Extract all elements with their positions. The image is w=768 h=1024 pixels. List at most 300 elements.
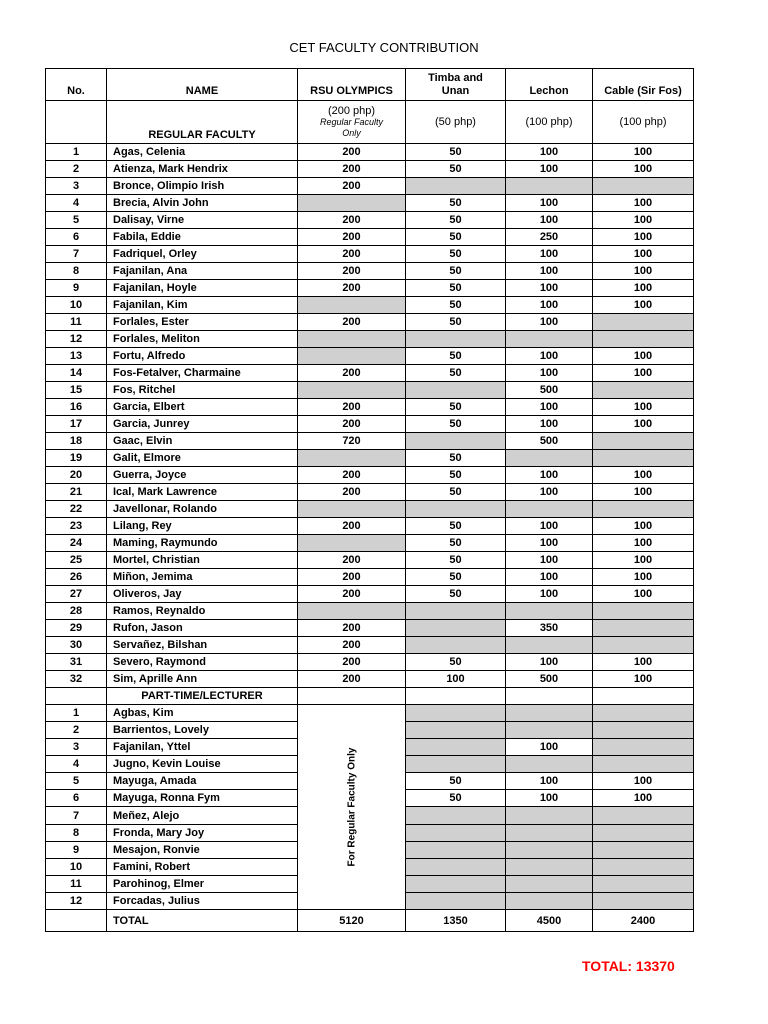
cable-amount: 100 (593, 671, 694, 688)
row-number: 8 (46, 824, 107, 841)
table-row (46, 620, 694, 637)
cable-amount: 100 (593, 416, 694, 433)
rsu-amount: 200 (298, 654, 406, 671)
cable-amount (593, 314, 694, 331)
cable-total: 2400 (593, 910, 694, 932)
faculty-name: Miñon, Jemima (107, 569, 298, 586)
timba-amount: 50 (406, 246, 506, 263)
cable-amount: 100 (593, 348, 694, 365)
cable-amount: 100 (593, 212, 694, 229)
for-regular-faculty-only-note (298, 705, 405, 909)
cable-amount (593, 807, 694, 824)
lechon-amount: 100 (506, 246, 593, 263)
section-lechon-cell (506, 688, 593, 705)
table-row (46, 297, 694, 314)
rsu-amount: 200 (298, 586, 406, 603)
cable-amount: 100 (593, 297, 694, 314)
rsu-amount (298, 195, 406, 212)
faculty-name: Rufon, Jason (107, 620, 298, 637)
rsu-amount (298, 348, 406, 365)
cable-amount (593, 892, 694, 909)
cable-amount (593, 756, 694, 773)
timba-amount (406, 739, 506, 756)
timba-amount: 50 (406, 399, 506, 416)
timba-amount: 50 (406, 552, 506, 569)
cable-amount (593, 637, 694, 654)
rsu-amount: 200 (298, 552, 406, 569)
cable-amount (593, 875, 694, 892)
faculty-name: Fortu, Alfredo (107, 348, 298, 365)
header-timba-and-unan: Timba and Unan (406, 69, 506, 101)
row-number: 4 (46, 756, 107, 773)
lechon-amount: 100 (506, 467, 593, 484)
cable-amount: 100 (593, 484, 694, 501)
faculty-name: Servañez, Bilshan (107, 637, 298, 654)
subheader-rsu-price: (200 php) (327, 105, 376, 117)
timba-amount: 50 (406, 280, 506, 297)
cable-amount: 100 (593, 280, 694, 297)
lecturer-name: Meñez, Alejo (107, 807, 298, 824)
row-number: 7 (46, 246, 107, 263)
rsu-amount: 200 (298, 620, 406, 637)
row-number: 10 (46, 858, 107, 875)
lecturer-name: Fajanilan, Yttel (107, 739, 298, 756)
lechon-amount: 100 (506, 314, 593, 331)
lechon-amount (506, 603, 593, 620)
table-row (46, 518, 694, 535)
rsu-amount: 200 (298, 314, 406, 331)
timba-amount: 50 (406, 450, 506, 467)
timba-amount (406, 620, 506, 637)
table-row (46, 161, 694, 178)
cable-amount: 100 (593, 263, 694, 280)
timba-amount: 100 (406, 671, 506, 688)
cable-amount (593, 501, 694, 518)
header-rsu-olympics: RSU OLYMPICS (298, 69, 406, 101)
table-row (46, 535, 694, 552)
row-number: 13 (46, 348, 107, 365)
lechon-amount: 100 (506, 790, 593, 807)
lechon-amount: 100 (506, 739, 593, 756)
row-number: 14 (46, 365, 107, 382)
table-row (46, 246, 694, 263)
row-number: 20 (46, 467, 107, 484)
rsu-amount: 720 (298, 433, 406, 450)
row-number: 3 (46, 739, 107, 756)
faculty-name: Ramos, Reynaldo (107, 603, 298, 620)
cable-amount (593, 824, 694, 841)
table-row (46, 195, 694, 212)
cable-amount: 100 (593, 654, 694, 671)
section-header-row (46, 688, 694, 705)
subheader-timba-price: (50 php) (406, 101, 506, 144)
table-row (46, 263, 694, 280)
table-row (46, 229, 694, 246)
lechon-amount: 100 (506, 348, 593, 365)
lecturer-name: Mayuga, Amada (107, 773, 298, 790)
lechon-amount: 100 (506, 654, 593, 671)
timba-amount: 50 (406, 586, 506, 603)
lechon-amount: 100 (506, 484, 593, 501)
subheader-regular-faculty: REGULAR FACULTY (107, 101, 298, 144)
row-number: 6 (46, 229, 107, 246)
lechon-amount: 500 (506, 382, 593, 399)
faculty-name: Fajanilan, Kim (107, 297, 298, 314)
timba-amount (406, 382, 506, 399)
lechon-amount: 500 (506, 433, 593, 450)
row-number: 2 (46, 722, 107, 739)
cable-amount: 100 (593, 365, 694, 382)
rsu-amount (298, 535, 406, 552)
faculty-name: Garcia, Elbert (107, 399, 298, 416)
faculty-name: Galit, Elmore (107, 450, 298, 467)
row-number: 9 (46, 841, 107, 858)
lechon-amount (506, 875, 593, 892)
table-row (46, 382, 694, 399)
section-no-cell (46, 688, 107, 705)
timba-amount: 50 (406, 416, 506, 433)
table-row (46, 280, 694, 297)
row-number: 5 (46, 773, 107, 790)
table-row (46, 178, 694, 195)
totals-no-cell (46, 910, 107, 932)
lechon-amount: 100 (506, 399, 593, 416)
contribution-table (45, 68, 694, 932)
totals-row (46, 910, 694, 932)
lechon-amount: 100 (506, 552, 593, 569)
timba-amount: 50 (406, 467, 506, 484)
cable-amount (593, 705, 694, 722)
faculty-name: Dalisay, Virne (107, 212, 298, 229)
cable-amount (593, 858, 694, 875)
rsu-amount (298, 450, 406, 467)
cable-amount: 100 (593, 467, 694, 484)
table-row (46, 314, 694, 331)
timba-amount: 50 (406, 569, 506, 586)
faculty-name: Brecia, Alvin John (107, 195, 298, 212)
row-number: 1 (46, 144, 107, 161)
faculty-name: Fos-Fetalver, Charmaine (107, 365, 298, 382)
cable-amount (593, 722, 694, 739)
timba-amount (406, 178, 506, 195)
rsu-amount: 200 (298, 518, 406, 535)
row-number: 26 (46, 569, 107, 586)
timba-total: 1350 (406, 910, 506, 932)
rsu-amount: 200 (298, 161, 406, 178)
lechon-amount (506, 637, 593, 654)
lechon-amount: 100 (506, 569, 593, 586)
timba-amount (406, 807, 506, 824)
table-row (46, 399, 694, 416)
timba-amount: 50 (406, 161, 506, 178)
header-no: No. (46, 69, 107, 101)
lecturer-name: Forcadas, Julius (107, 892, 298, 909)
timba-amount: 50 (406, 535, 506, 552)
row-number: 32 (46, 671, 107, 688)
row-number: 4 (46, 195, 107, 212)
cable-amount: 100 (593, 195, 694, 212)
table-row (46, 416, 694, 433)
faculty-name: Maming, Raymundo (107, 535, 298, 552)
table-row (46, 348, 694, 365)
lechon-amount: 100 (506, 195, 593, 212)
section-cable-cell (593, 688, 694, 705)
timba-amount: 50 (406, 229, 506, 246)
table-row (46, 467, 694, 484)
lechon-amount (506, 722, 593, 739)
cable-amount (593, 382, 694, 399)
cable-amount: 100 (593, 518, 694, 535)
lechon-amount (506, 824, 593, 841)
rsu-amount: 200 (298, 569, 406, 586)
row-number: 7 (46, 807, 107, 824)
table-row (46, 569, 694, 586)
header-lechon: Lechon (506, 69, 593, 101)
timba-amount (406, 756, 506, 773)
row-number: 16 (46, 399, 107, 416)
subheader-cable-price: (100 php) (593, 101, 694, 144)
lecturer-name: Fronda, Mary Joy (107, 824, 298, 841)
part-time-rsu-note-cell (298, 705, 406, 910)
timba-amount: 50 (406, 348, 506, 365)
lechon-amount (506, 501, 593, 518)
header-name: NAME (107, 69, 298, 101)
lecturer-name: Parohinog, Elmer (107, 875, 298, 892)
header-cable: Cable (Sir Fos) (593, 69, 694, 101)
timba-amount (406, 841, 506, 858)
lecturer-name: Mesajon, Ronvie (107, 841, 298, 858)
row-number: 3 (46, 178, 107, 195)
timba-amount (406, 858, 506, 875)
cable-amount: 100 (593, 790, 694, 807)
lechon-amount (506, 705, 593, 722)
lechon-amount: 100 (506, 280, 593, 297)
timba-amount (406, 603, 506, 620)
timba-amount (406, 892, 506, 909)
table-row (46, 450, 694, 467)
timba-amount (406, 501, 506, 518)
table-row (46, 586, 694, 603)
row-number: 15 (46, 382, 107, 399)
table-row (46, 637, 694, 654)
faculty-name: Fadriquel, Orley (107, 246, 298, 263)
timba-amount: 50 (406, 654, 506, 671)
row-number: 1 (46, 705, 107, 722)
faculty-name: Javellonar, Rolando (107, 501, 298, 518)
rsu-amount: 200 (298, 637, 406, 654)
for-regular-faculty-only-text: For Regular Faculty Only (346, 747, 357, 867)
row-number: 9 (46, 280, 107, 297)
row-number: 10 (46, 297, 107, 314)
cable-amount (593, 620, 694, 637)
row-number: 6 (46, 790, 107, 807)
cable-amount: 100 (593, 229, 694, 246)
row-number: 30 (46, 637, 107, 654)
faculty-name: Garcia, Junrey (107, 416, 298, 433)
timba-amount: 50 (406, 484, 506, 501)
lechon-amount: 100 (506, 365, 593, 382)
lechon-amount: 100 (506, 212, 593, 229)
cable-amount: 100 (593, 399, 694, 416)
rsu-amount: 200 (298, 212, 406, 229)
faculty-name: Gaac, Elvin (107, 433, 298, 450)
timba-amount (406, 705, 506, 722)
rsu-amount (298, 331, 406, 348)
timba-amount (406, 331, 506, 348)
timba-amount: 50 (406, 144, 506, 161)
faculty-name: Fajanilan, Ana (107, 263, 298, 280)
timba-amount (406, 824, 506, 841)
faculty-name: Ical, Mark Lawrence (107, 484, 298, 501)
table-row (46, 671, 694, 688)
rsu-amount: 200 (298, 144, 406, 161)
faculty-name: Severo, Raymond (107, 654, 298, 671)
table-row (46, 501, 694, 518)
section-part-time-lecturer: PART-TIME/LECTURER (107, 688, 298, 705)
lechon-amount: 100 (506, 535, 593, 552)
cable-amount: 100 (593, 569, 694, 586)
timba-amount: 50 (406, 790, 506, 807)
lechon-amount: 100 (506, 144, 593, 161)
rsu-amount: 200 (298, 178, 406, 195)
rsu-amount (298, 501, 406, 518)
rsu-amount: 200 (298, 416, 406, 433)
cable-amount: 100 (593, 586, 694, 603)
lechon-amount: 350 (506, 620, 593, 637)
row-number: 23 (46, 518, 107, 535)
row-number: 12 (46, 892, 107, 909)
table-row (46, 365, 694, 382)
timba-amount: 50 (406, 195, 506, 212)
rsu-amount (298, 297, 406, 314)
table-row (46, 144, 694, 161)
row-number: 22 (46, 501, 107, 518)
section-rsu-cell (298, 688, 406, 705)
lechon-amount (506, 858, 593, 875)
timba-amount: 50 (406, 297, 506, 314)
table-row (46, 212, 694, 229)
timba-amount: 50 (406, 212, 506, 229)
subheader-lechon-price: (100 php) (506, 101, 593, 144)
table-row (46, 705, 694, 722)
rsu-amount (298, 603, 406, 620)
cable-amount: 100 (593, 552, 694, 569)
lechon-amount: 100 (506, 586, 593, 603)
cable-amount: 100 (593, 773, 694, 790)
cable-amount (593, 450, 694, 467)
cable-amount: 100 (593, 535, 694, 552)
rsu-amount: 200 (298, 280, 406, 297)
lecturer-name: Famini, Robert (107, 858, 298, 875)
faculty-name: Atienza, Mark Hendrix (107, 161, 298, 178)
timba-amount (406, 637, 506, 654)
cable-amount (593, 841, 694, 858)
faculty-name: Forlales, Ester (107, 314, 298, 331)
rsu-amount: 200 (298, 671, 406, 688)
lechon-amount: 100 (506, 416, 593, 433)
lechon-amount (506, 807, 593, 824)
row-number: 21 (46, 484, 107, 501)
lechon-amount (506, 331, 593, 348)
page-title: CET FACULTY CONTRIBUTION (289, 40, 479, 55)
row-number: 2 (46, 161, 107, 178)
row-number: 11 (46, 875, 107, 892)
row-number: 24 (46, 535, 107, 552)
cable-amount (593, 178, 694, 195)
lechon-amount (506, 178, 593, 195)
row-number: 5 (46, 212, 107, 229)
row-number: 12 (46, 331, 107, 348)
cable-amount: 100 (593, 161, 694, 178)
lechon-amount (506, 450, 593, 467)
rsu-amount: 200 (298, 263, 406, 280)
section-timba-cell (406, 688, 506, 705)
faculty-name: Fos, Ritchel (107, 382, 298, 399)
faculty-name: Oliveros, Jay (107, 586, 298, 603)
faculty-name: Forlales, Meliton (107, 331, 298, 348)
faculty-name: Agas, Celenia (107, 144, 298, 161)
faculty-name: Guerra, Joyce (107, 467, 298, 484)
lecturer-name: Barrientos, Lovely (107, 722, 298, 739)
row-number: 11 (46, 314, 107, 331)
timba-amount: 50 (406, 365, 506, 382)
rsu-amount: 200 (298, 229, 406, 246)
table-row (46, 433, 694, 450)
faculty-name: Lilang, Rey (107, 518, 298, 535)
lechon-amount: 100 (506, 773, 593, 790)
faculty-name: Fabila, Eddie (107, 229, 298, 246)
timba-amount (406, 722, 506, 739)
subheader-no-cell (46, 101, 107, 144)
lechon-amount: 100 (506, 263, 593, 280)
cable-amount (593, 603, 694, 620)
faculty-name: Mortel, Christian (107, 552, 298, 569)
lechon-amount: 250 (506, 229, 593, 246)
subheader-rsu-note: Regular Faculty Only (319, 117, 384, 138)
rsu-amount: 200 (298, 467, 406, 484)
row-number: 8 (46, 263, 107, 280)
cable-amount: 100 (593, 144, 694, 161)
lechon-amount: 100 (506, 297, 593, 314)
timba-amount: 50 (406, 773, 506, 790)
totals-label: TOTAL (107, 910, 298, 932)
faculty-name: Bronce, Olimpio Irish (107, 178, 298, 195)
table-row (46, 654, 694, 671)
cable-amount (593, 739, 694, 756)
row-number: 19 (46, 450, 107, 467)
rsu-amount: 200 (298, 246, 406, 263)
table-row (46, 603, 694, 620)
rsu-amount: 200 (298, 365, 406, 382)
lechon-amount (506, 892, 593, 909)
row-number: 25 (46, 552, 107, 569)
row-number: 31 (46, 654, 107, 671)
lechon-amount: 500 (506, 671, 593, 688)
timba-amount: 50 (406, 314, 506, 331)
row-number: 18 (46, 433, 107, 450)
cable-amount: 100 (593, 246, 694, 263)
timba-amount (406, 433, 506, 450)
rsu-amount: 200 (298, 399, 406, 416)
lecturer-name: Agbas, Kim (107, 705, 298, 722)
lechon-amount: 100 (506, 161, 593, 178)
timba-amount: 50 (406, 518, 506, 535)
row-number: 29 (46, 620, 107, 637)
rsu-total: 5120 (298, 910, 406, 932)
table-row (46, 331, 694, 348)
lechon-total: 4500 (506, 910, 593, 932)
lechon-amount (506, 841, 593, 858)
